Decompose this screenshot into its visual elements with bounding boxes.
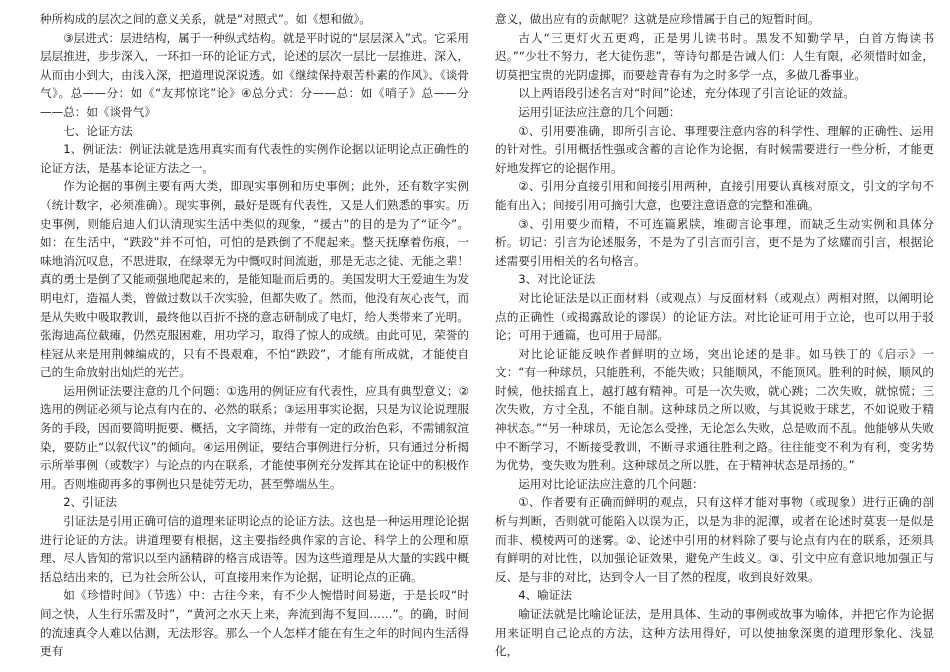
paragraph-contrast-example: 对比论证能反映作者鲜明的立场，突出论述的是非。如马铁丁的《启示》一文：“有一种球员，只能胜利，不能失败；只能顺风，不能顶风。胜利的时候，顺风的时候，他扶摇直上，越打越有精神。可是一次失败，就心跳；二次失败，就惊慌；三次失败，方寸全乱，不能自制。这种球员之所以败，与其说败于球艺，不如说败于精神状态。”“另一种球员，无论怎么受挫，无论怎么失败，总是败而不乱。他能够从失败中不断学习，不断接受教训，不断寻求通往胜利之路。往往能变不利为有利，变劣势为优势，变失败为胜利。这种球员之所以胜，在于精神状态是昂扬的。”: [495, 346, 934, 473]
paragraph-quote-example: 如《珍惜时间》（节选）中：古往今来，有不少人惋惜时间易逝，于是长叹“时间之快，人生行乐需及时”，“黄河之水天上来，奔流到海不复回……”。的确，时间的流速真令人难以估测，无法形容。那么一个人怎样才能在有生之年的时间内生活得更有: [40, 588, 469, 659]
paragraph-contrast-definition: 对比论证法是以正面材料（或观点）与反面材料（或观点）两相对照，以阐明论点的正确性（或揭露敌论的谬误）的论证方法。对比论证可用于立论，也可以用于驳论；可用于通篇，也可用于局部。: [495, 290, 934, 343]
paragraph-contrast-notes-title: 运用对比论证法应注意的几个问题：: [518, 476, 704, 491]
paragraph-quote-note-1: ①、引用要准确，即所引言论、事理要注意内容的科学性、理解的正确性、运用的针对性。引用概括性强或含蓄的言论作为论据，有时候需要进行一些分析，才能更好地发挥它的论据作用。: [495, 123, 934, 175]
paragraph-example-method-definition: 1、例证法：例证法就是选用真实而有代表性的实例作论据以证明论点正确性的论证方法，是基本论证方法之一。: [40, 142, 469, 175]
paragraph-example-types: 作为论据的事例主要有两大类，即现实事例和历史事例；此外，还有数字实例（统计数字，必须准确）。现实事例，最好是既有代表性，又是人们熟悉的事实。历史事例，则能启迪人们认清现实生活中类似的现象，“援古”的目的是为了“证今”。如：在生活中，“跌跤”并不可怕，可怕的是跌倒了不爬起来。整天抚摩着伤痕，一味地消沉叹息，不思进取，在绿翠无为中慨叹时间流逝，那是无志之徒、无能之辈！真的勇士是倒了又能顽强地爬起来的，是能知耻而后勇的。美国发明大王爱迪生为发明电灯，造福人类，曾做过数以千次实验，但都失败了。然而，他没有灰心丧气，而是从失败中吸取教训，最终他以百折不挠的意志研制成了电灯，给人类带来了光明。张海迪高位截瘫，仍然克服困难，用功学习，取得了惊人的成绩。由此可见，荣誉的桂冠从来是用荆棘编成的，只有不畏艰难，不怕“跌跤”，才能有所成就，才能使自己的生命放射出灿烂的光芒。: [40, 179, 469, 380]
paragraph: 种所构成的层次之间的意义关系，就是“对照式”。如《想和做》。: [40, 12, 371, 26]
paragraph-summary: 以上两语段引述名言对“时间”论述，充分体现了引言论证的效益。: [518, 86, 855, 101]
left-column: [40, 10, 469, 672]
section-heading-argument-methods: 七、论证方法: [63, 123, 133, 138]
paragraph-quote-note-3: ③、引用要少而精，不可连篇累牍，堆砌言论事理，而缺乏生动实例和具体分析。切记：引言为论述服务，不是为了引言而引言，更不是为了炫耀而引言，根据论述需要引用相关的名句格言。: [495, 216, 934, 268]
paragraph-progressive-structure: ③层进式：层进结构，属于一种纵式结构。就是平时说的“层层深入”式。它采用层层推进，步步深入，一环扣一环的论证方式，论述的层次一层比一层推进、深入，从而由小到大，由浅入深，把道理说深说透。如《继续保持艰苦朴素的作风》、《谈骨气》。总——分：如《“友邦惊诧”论》④总分式：分——总：如《哨子》总——分——总：如《谈骨气》: [40, 30, 469, 119]
paragraph-ancient-poems: 古人“三更灯火五更鸡，正是男儿读书时。黑发不知勤学早，白首方悔读书迟。”“少壮不努力，老大徒伤悲”，等诗句都是告诫人们：人生有限，必须惜时如金，切莫把宝贵的光阴虚掷，而要趁青春有为之时多学一点，多做几番事业。: [495, 30, 934, 82]
paragraph: 意义，做出应有的贡献呢？这就是应珍惜属于自己的短暂时间。: [495, 12, 820, 26]
paragraph-example-notes: 运用例证法要注意的几个问题：①选用的例证应有代表性，应具有典型意义；②选用的例证必须与论点有内在的、必然的联系；③运用事实论据，只是为议论说理服务的手段，因而要简明扼要、概括，文字简练，并带有一定的政治色彩，不需铺叙渲染，要防止“以叙代议”的倾向。④运用例证，要结合事例进行分析，只有通过分析揭示所举事例（或数字）与论点的内在联系，才能使事例充分发挥其在论证中的积极作用。否则堆砌再多的事例也只是徒劳无功，甚至弊端丛生。: [40, 383, 469, 491]
subheading-quote-method: 2、引证法: [63, 495, 117, 510]
paragraph-quote-note-2: ②、引用分直接引用和间接引用两种，直接引用要认真核对原文，引文的字句不能有出入；间接引用可摘引大意，也要注意语意的完整和准确。: [495, 179, 934, 212]
subheading-contrast-method: 3、对比论证法: [518, 272, 596, 287]
paragraph-quote-notes-title: 运用引证法应注意的几个问题：: [518, 104, 681, 119]
paragraph-contrast-notes: ①、作者要有正确而鲜明的观点，只有这样才能对事物（或现象）进行正确的剖析与判断，否则就可能陷入以误为正，以是为非的泥潭，或者在论述时莫衷一是似是而非、模棱两可的迷雾。②、论述中引用的材料除了要与论点有内在的联系，还须具有鲜明的对比性，以加强论证效果，避免产生歧义。③、引文中应有意识地加强正与反、是与非的对比，达到令人一目了然的程度，收到良好效果。: [495, 495, 934, 584]
subheading-analogy-method: 4、喻证法: [518, 588, 572, 603]
paragraph-quote-definition: 引证法是引用正确可信的道理来证明论点的论证方法。这也是一种运用理论论据进行论证的方法。讲道理要有根据，这主要指经典作家的言论、科学上的公理和原理、尽人皆知的常识以至内涵精辟的格言成语等。因为这些道理是从大量的实践中概括总结出来的，已为社会所公认，可直接用来作为论据，证明论点的正确。: [40, 514, 469, 584]
right-column: [495, 10, 934, 672]
paragraph-analogy-definition: 喻证法就是比喻论证法，是用具体、生动的事例或故事为喻体，并把它作为论据用来证明自己论点的方法，这种方法用得好，可以使抽象深奥的道理形象化、浅显化，: [495, 607, 934, 659]
